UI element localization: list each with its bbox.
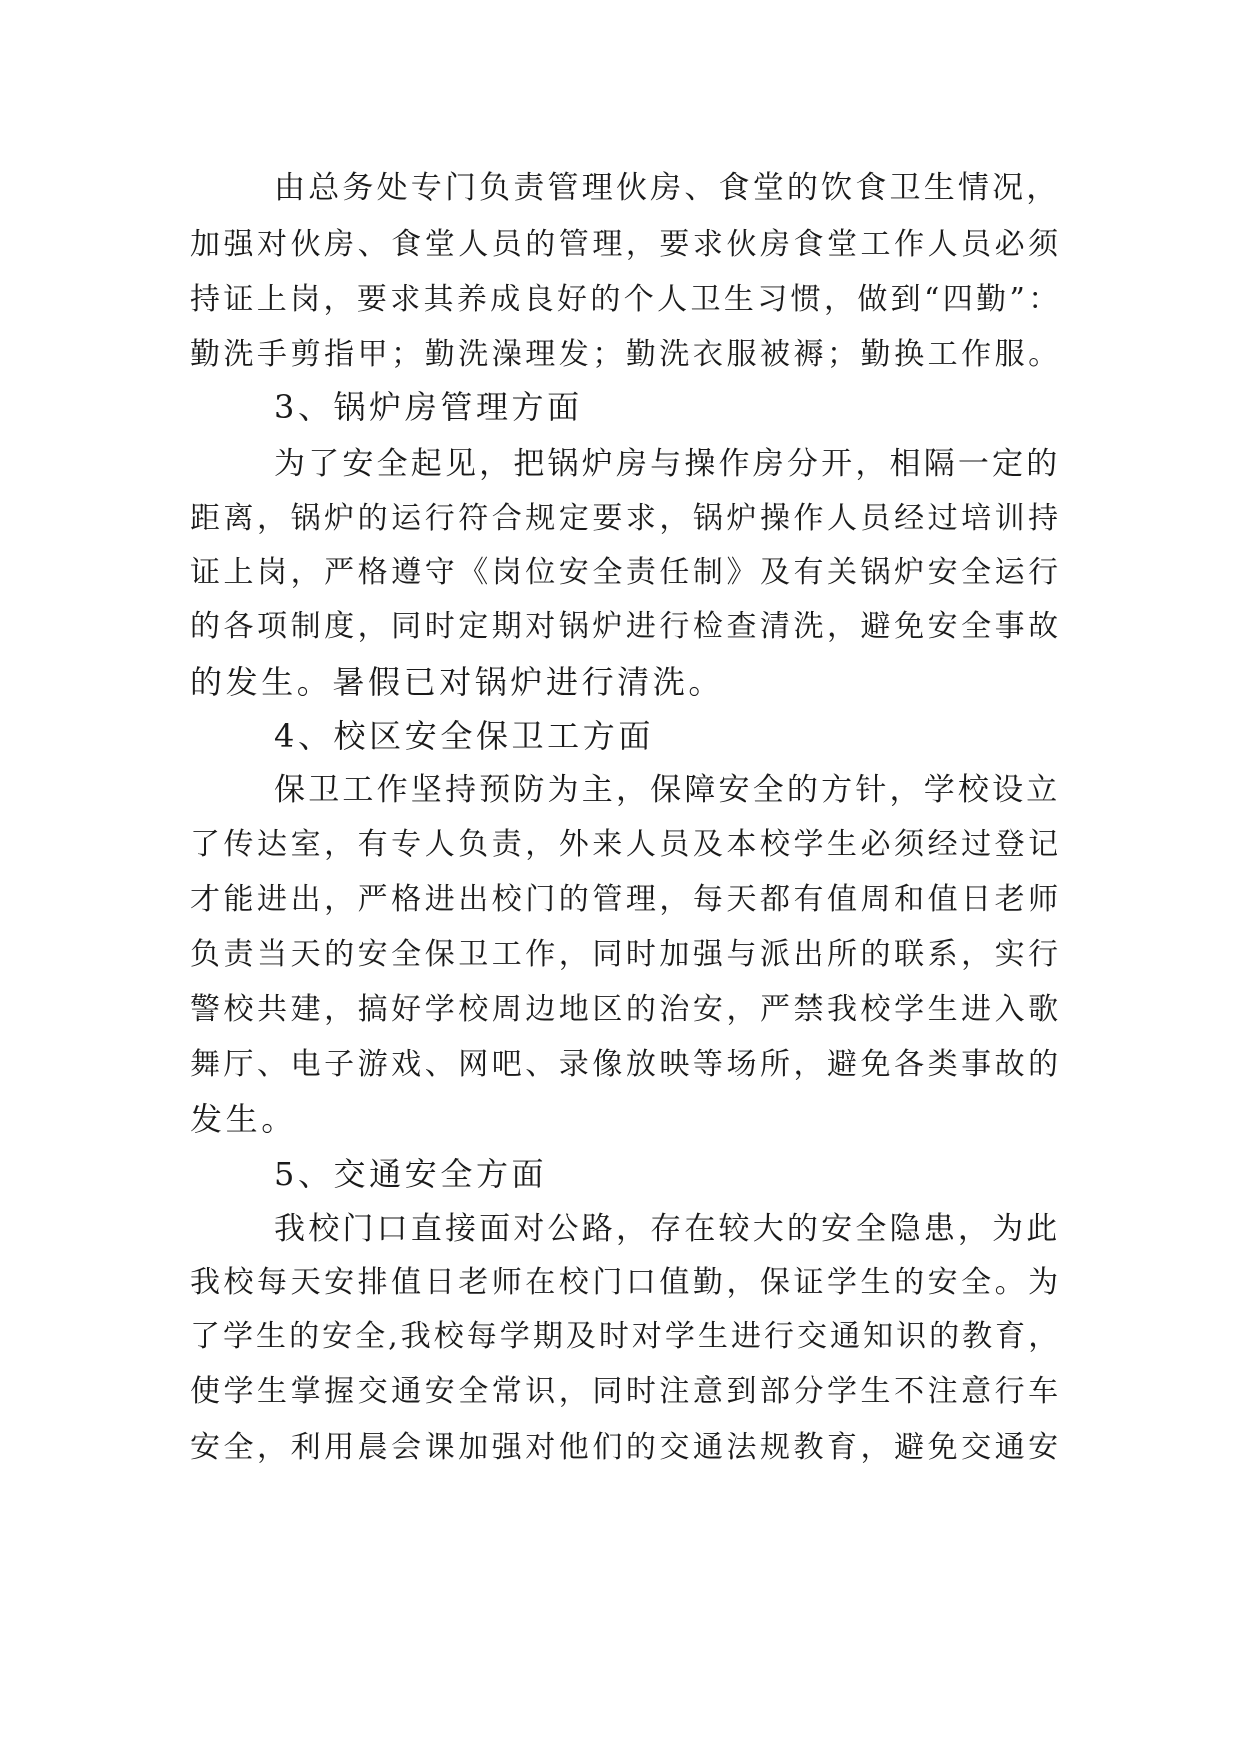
text-line-7: 距离，锅炉的运行符合规定要求，锅炉操作人员经过培训持: [190, 501, 1060, 536]
text-line-15: 负责当天的安全保卫工作，同时加强与派出所的联系，实行: [190, 937, 1060, 972]
text-line-9: 的各项制度，同时定期对锅炉进行检查清洗，避免安全事故: [190, 609, 1060, 644]
section-heading-3: 3、锅炉房管理方面: [274, 388, 583, 426]
text-line-17: 舞厅、电子游戏、网吧、录像放映等场所，避免各类事故的: [190, 1047, 1060, 1082]
text-line-18: 发生。: [190, 1100, 297, 1138]
text-line-3: 持证上岗，要求其养成良好的个人卫生习惯，做到“四勤”：: [190, 282, 1060, 317]
text-line-8: 证上岗，严格遵守《岗位安全责任制》及有关锅炉安全运行: [190, 555, 1060, 590]
text-line-16: 警校共建，搞好学校周边地区的治安，严禁我校学生进入歌: [190, 992, 1060, 1027]
text-line-2: 加强对伙房、食堂人员的管理，要求伙房食堂工作人员必须: [190, 227, 1060, 262]
text-line-6: 为了安全起见，把锅炉房与操作房分开，相隔一定的: [274, 446, 1060, 482]
text-line-24: 安全，利用晨会课加强对他们的交通法规教育，避免交通安: [190, 1430, 1060, 1465]
text-line-22: 了学生的安全,我校每学期及时对学生进行交通知识的教育，: [190, 1319, 1060, 1354]
text-line-14: 才能进出，严格进出校门的管理，每天都有值周和值日老师: [190, 882, 1060, 917]
section-heading-4: 4、校区安全保卫工方面: [274, 717, 654, 755]
text-line-21: 我校每天安排值日老师在校门口值勤，保证学生的安全。为: [190, 1265, 1060, 1300]
text-line-4: 勤洗手剪指甲；勤洗澡理发；勤洗衣服被褥；勤换工作服。: [190, 337, 1060, 372]
text-line-23: 使学生掌握交通安全常识，同时注意到部分学生不注意行车: [190, 1374, 1060, 1409]
section-heading-5: 5、交通安全方面: [274, 1155, 548, 1193]
text-line-13: 了传达室，有专人负责，外来人员及本校学生必须经过登记: [190, 827, 1060, 862]
text-line-1: 由总务处专门负责管理伙房、食堂的饮食卫生情况，: [274, 170, 1060, 206]
text-line-12: 保卫工作坚持预防为主，保障安全的方针，学校设立: [274, 772, 1060, 808]
text-line-10: 的发生。暑假已对锅炉进行清洗。: [190, 663, 725, 701]
text-line-20: 我校门口直接面对公路，存在较大的安全隐患，为此: [274, 1211, 1060, 1247]
